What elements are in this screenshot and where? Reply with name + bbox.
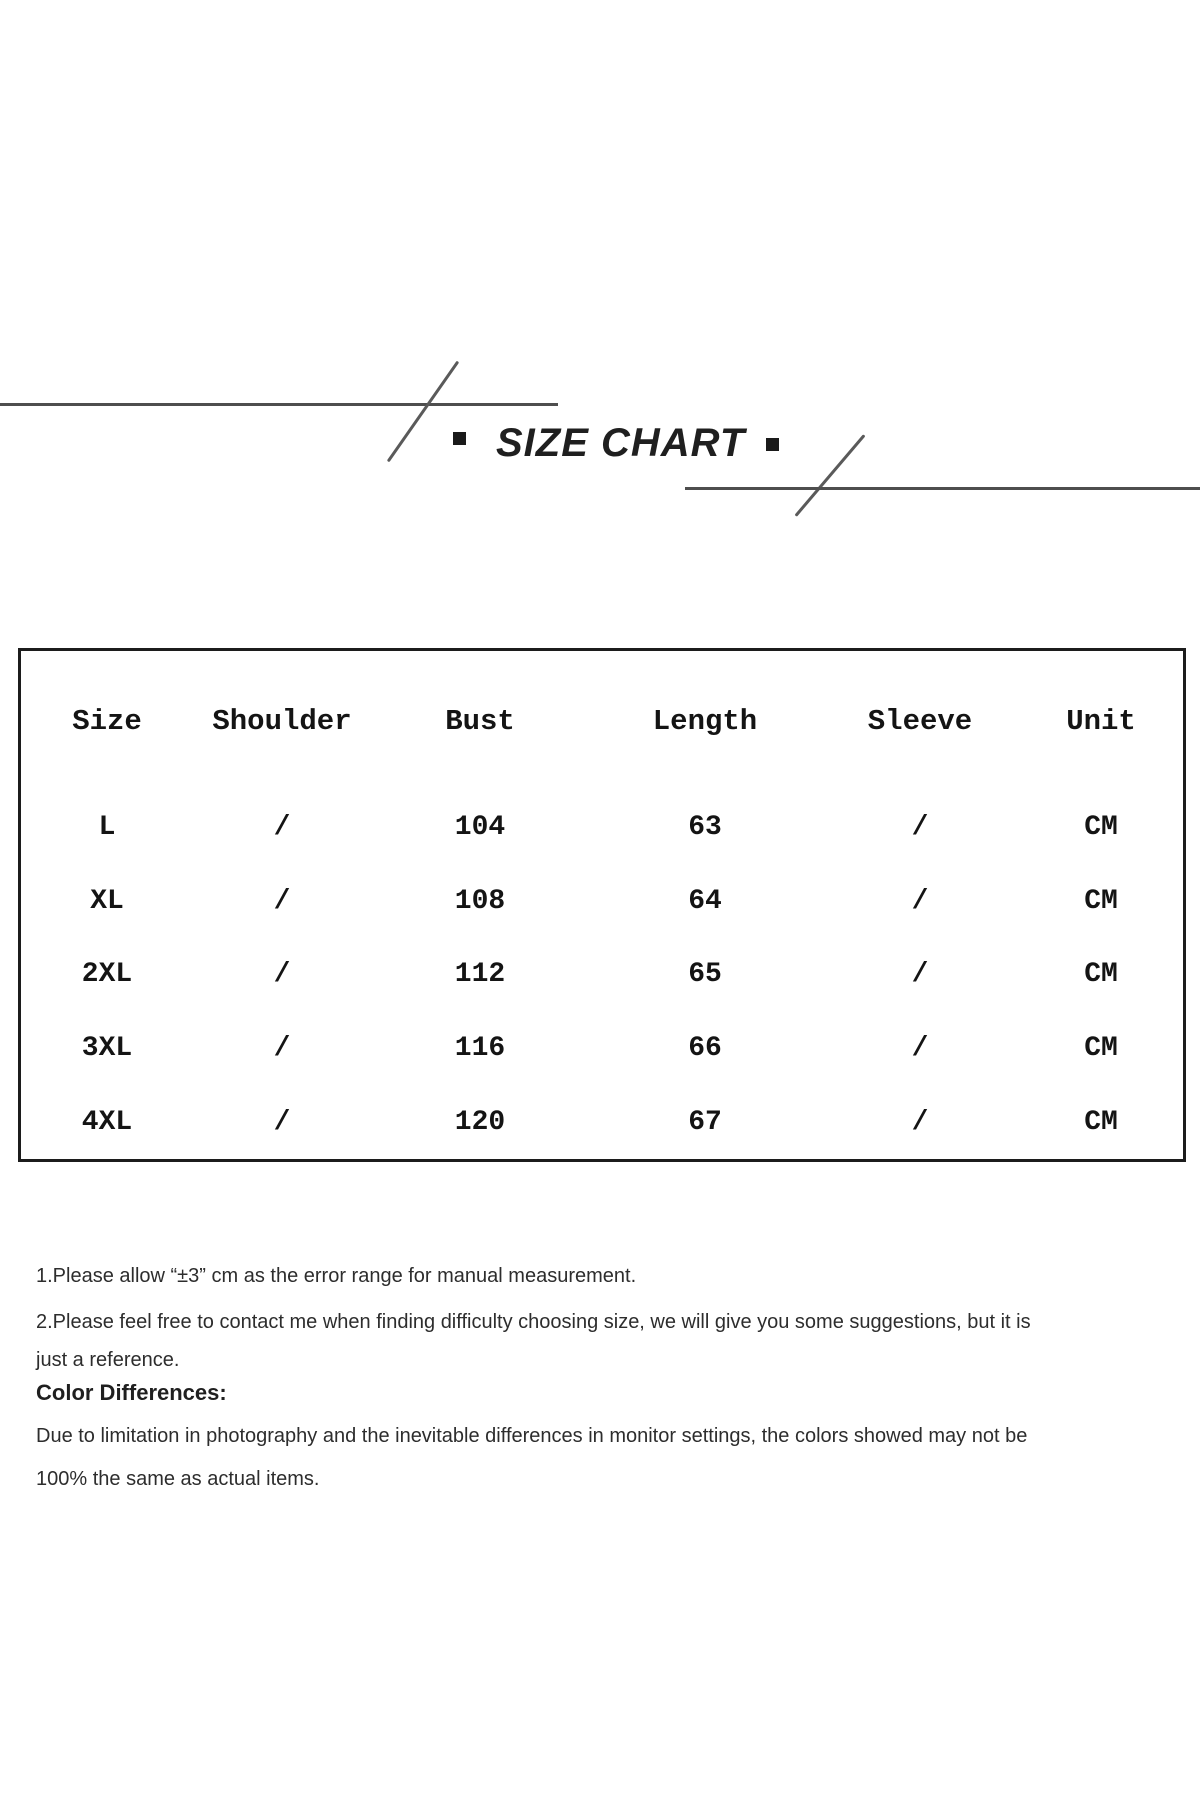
color-differences-line1: Due to limitation in photography and the inevitable differences in monitor settings, the colors showed may not be [36, 1425, 1028, 1447]
decorative-slash-left [387, 361, 459, 463]
table-cell: CM [1084, 959, 1118, 991]
size-table-row-4xl [21, 1085, 1183, 1159]
column-header-shoulder: Shoulder [212, 704, 352, 738]
color-differences-line2: 100% the same as actual items. [36, 1468, 320, 1490]
table-cell: / [273, 1033, 291, 1065]
table-cell: / [273, 1106, 291, 1138]
table-cell: XL [90, 885, 124, 917]
size-table-header-row [21, 651, 1183, 791]
table-cell: 104 [454, 812, 506, 844]
table-cell: CM [1084, 1106, 1118, 1138]
table-cell: / [273, 812, 291, 844]
table-cell: CM [1084, 1033, 1118, 1065]
size-table [18, 648, 1186, 1162]
table-cell: 3XL [81, 1033, 133, 1065]
table-cell: 67 [688, 1106, 722, 1138]
table-cell: 116 [454, 1033, 506, 1065]
column-header-length: Length [652, 704, 758, 738]
square-bullet-left-icon [453, 432, 466, 445]
table-cell: 63 [688, 812, 722, 844]
size-table-row-l [21, 791, 1183, 865]
table-cell: / [273, 959, 291, 991]
decorative-line-left [0, 403, 558, 406]
table-cell: / [911, 885, 929, 917]
table-cell: / [911, 812, 929, 844]
table-cell: 120 [454, 1106, 506, 1138]
table-cell: / [273, 885, 291, 917]
table-cell: / [911, 959, 929, 991]
decorative-line-right [685, 487, 1200, 490]
color-differences-heading: Color Differences: [36, 1380, 227, 1405]
column-header-sleeve: Sleeve [867, 704, 973, 738]
table-cell: CM [1084, 812, 1118, 844]
table-cell: 4XL [81, 1106, 133, 1138]
table-cell: 108 [454, 885, 506, 917]
size-table-row-2xl [21, 938, 1183, 1012]
note-sizing-advice-line2: just a reference. [36, 1349, 180, 1371]
table-cell: CM [1084, 885, 1118, 917]
column-header-size: Size [72, 704, 142, 738]
table-cell: 64 [688, 885, 722, 917]
note-sizing-advice-line1: 2.Please feel free to contact me when finding difficulty choosing size, we will give you some suggestions, but it is [36, 1311, 1031, 1333]
column-header-unit: Unit [1066, 704, 1136, 738]
table-cell: 2XL [81, 959, 133, 991]
table-cell: / [911, 1106, 929, 1138]
table-cell: 65 [688, 959, 722, 991]
size-table-row-3xl [21, 1012, 1183, 1086]
table-cell: 112 [454, 959, 506, 991]
size-table-row-xl [21, 865, 1183, 939]
page-title: SIZE CHART [496, 421, 746, 465]
table-cell: 66 [688, 1033, 722, 1065]
note-sizing-advice [36, 1303, 1031, 1379]
table-cell: L [98, 812, 116, 844]
table-cell: / [911, 1033, 929, 1065]
column-header-bust: Bust [445, 704, 515, 738]
color-differences-body [36, 1415, 1027, 1501]
note-measurement-tolerance: 1.Please allow “±3” cm as the error range for manual measurement. [36, 1265, 637, 1287]
decorative-slash-right [795, 434, 866, 517]
square-bullet-right-icon [766, 438, 779, 451]
